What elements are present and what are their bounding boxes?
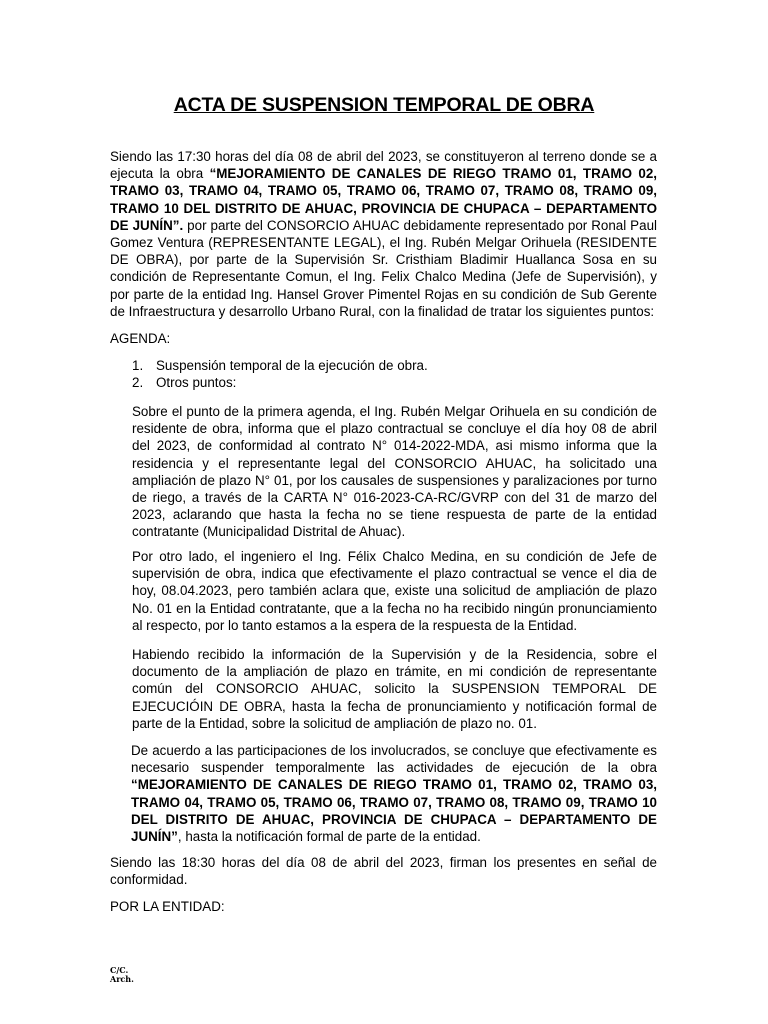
conclusion-text-c: , hasta la notificación formal de parte de la entidad. [177,829,481,845]
project-name-bold: “MEJORAMIENTO DE CANALES DE RIEGO TRAMO 01, TRAMO 02, TRAMO 03, TRAMO 04, TRAMO 05, TRAMO 06, TRAMO 07, TRAMO 08, TRAMO 09, TRAMO 10 DEL DISTRITO DE AHUAC, PROVINCIA DE CHUPACA – DEPARTAMENTO DE JUNÍN”. [110,166,657,233]
paragraph-conclusion [131,742,657,845]
footer-note [110,966,134,984]
signature-label: POR LA ENTIDAD: [110,899,225,914]
paragraph-first-agenda: Sobre el punto de la primera agenda, el Ing. Rubén Melgar Orihuela en su condición de residente de obra, informa que el plazo contractual se concluye el día hoy 08 de abril del 2023, de conformidad al contrato N° 014-2022-MDA, asi mismo informa que la residencia y el representante legal del CONSORCIO AHUAC, ha solicitado una ampliación de plazo N° 01, por los causales de suspensiones y paralizaciones por turno de riego, a través de la CARTA N° 016-2023-CA-RC/GVRP con del 31 de marzo del 2023, aclarando que hasta la fecha no se tiene respuesta de parte de la entidad contratante (Municipalidad Distrital de Ahuac). [132,404,657,540]
paragraph-request: Habiendo recibido la información de la Supervisión y de la Residencia, sobre el documento de la ampliación de plazo en trámite, en mi condición de representante común del CONSORCIO AHUAC, solicito la SUSPENSION TEMPORAL DE EJECUCIÓIN DE OBRA, hasta la fecha de pronunciamiento y notificación formal de parte de la Entidad, sobre la solicitud de ampliación de plazo no. 01. [132,647,657,731]
page-title: ACTA DE SUSPENSION TEMPORAL DE OBRA [173,94,595,116]
list-item [132,374,428,391]
intro-text-a: Siendo las 17:30 horas del día 08 de abril del 2023, se constituyeron al terreno donde se a ejecuta la obra [110,149,657,182]
list-item-number: 1. [132,358,144,373]
list-item-number: 2. [132,375,144,391]
agenda-label: AGENDA: [110,331,171,346]
list-item-text: Suspensión temporal de la ejecución de obra. [156,358,428,373]
closing-paragraph: Siendo las 18:30 horas del día 08 de abril del 2023, firman los presentes en señal de conformidad. [110,855,657,888]
footer-line-cc: C/C. [110,965,129,975]
intro-paragraph [110,148,657,320]
project-name-bold: “MEJORAMIENTO DE CANALES DE RIEGO TRAMO 01, TRAMO 02, TRAMO 03, TRAMO 04, TRAMO 05, TRAMO 06, TRAMO 07, TRAMO 08, TRAMO 09, TRAMO 10 DEL DISTRITO DE AHUAC, PROVINCIA DE CHUPACA – DEPARTAMENTO DE JUNÍN” [131,777,657,845]
intro-text-c: por parte del CONSORCIO AHUAC debidamente representado por Ronal Paul Gomez Ventura (REPRESENTANTE LEGAL), el Ing. Rubén Melgar Orihuela (RESIDENTE DE OBRA), por parte de la Supervisión Sr. Cristhiam Bladimir Huallanca Sosa en su condición de Representante Comun, el Ing. Felix Chalco Medina (Jefe de Supervisión), y por parte de la entidad Ing. Hansel Grover Pimentel Rojas en su condición de Sub Gerente de Infraestructura y desarrollo Urbano Rural, con la finalidad de tratar los siguientes puntos: [110,217,657,319]
agenda-list [132,357,428,391]
footer-line-arch: Arch. [110,974,134,984]
list-item [132,357,428,374]
list-item-text: Otros puntos: [156,375,237,391]
paragraph-supervision: Por otro lado, el ingeniero el Ing. Félix Chalco Medina, en su condición de Jefe de supervisión de obra, indica que efectivamente el plazo contractual se vence el dia de hoy, 08.04.2023, pero también aclara que, existe una solicitud de ampliación de plazo No. 01 en la Entidad contratante, que a la fecha no ha recibido ningún pronunciamiento al respecto, por lo tanto estamos a la espera de la respuesta de la Entidad. [132,549,657,633]
conclusion-text-a: De acuerdo a las participaciones de los involucrados, se concluye que efectivamente es necesario suspender temporalmente las actividades de ejecución de la obra [131,743,657,776]
